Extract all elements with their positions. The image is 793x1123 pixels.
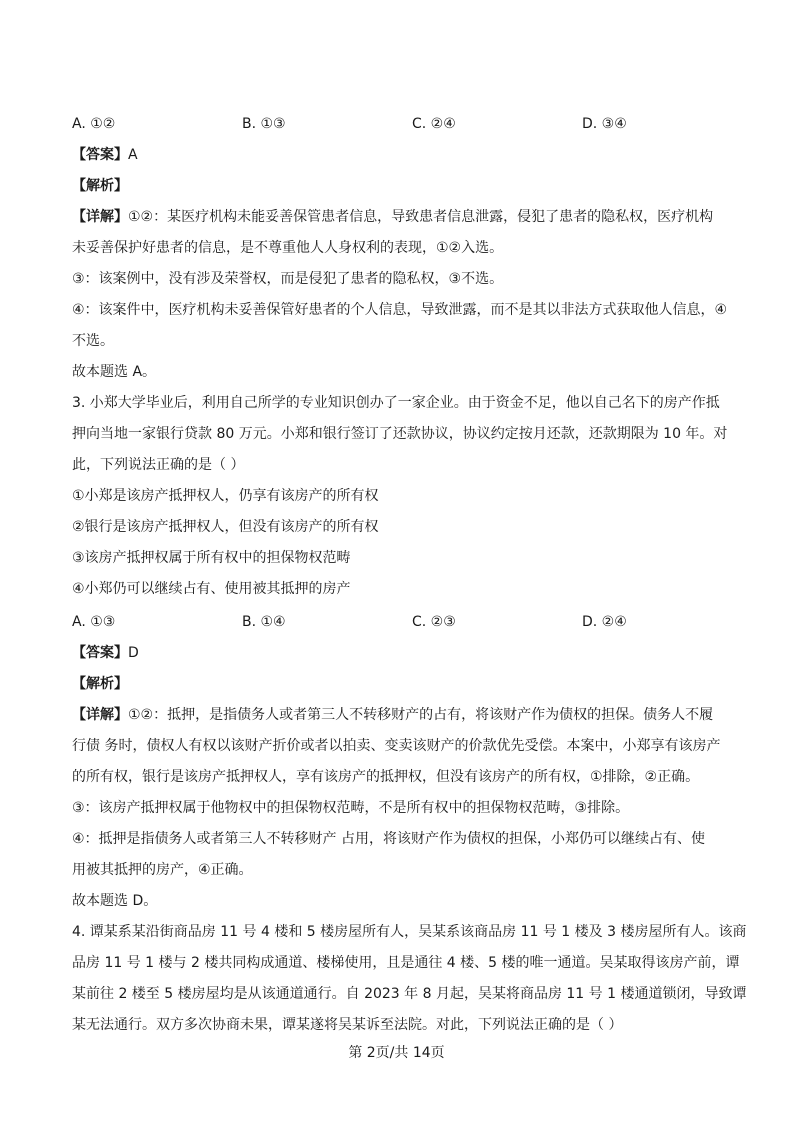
q2-answer bbox=[72, 145, 138, 165]
detail-label: 【详解】 bbox=[72, 209, 128, 225]
q3-statement: ④小郑仍可以继续占有、使用被其抵押的房产 bbox=[72, 581, 351, 597]
q4-stem-line: 品房 11 号 1 楼与 2 楼共同构成通道、楼梯使用，且是通往 4 楼、5 楼的唯一通道。吴某取得该房产前，谭 bbox=[72, 955, 740, 971]
q2-detail-line: ③：该案例中，没有涉及荣誉权，而是侵犯了患者的隐私权，③不选。 bbox=[72, 271, 504, 287]
q3-stem-line: 押向当地一家银行贷款 80 万元。小郑和银行签订了还款协议，协议约定按月还款，还款期限为 10 年。对 bbox=[72, 426, 728, 442]
detail-text: ①②：某医疗机构未能妥善保管患者信息，导致患者信息泄露，侵犯了患者的隐私权，医疗机构 bbox=[128, 209, 714, 225]
q3-statement: ③该房产抵押权属于所有权中的担保物权范畴 bbox=[72, 550, 351, 566]
q3-detail-line: 用被其抵押的房产，④正确。 bbox=[72, 862, 253, 878]
q3-stem-line: 此，下列说法正确的是（ ） bbox=[72, 457, 245, 473]
detail-label: 【详解】 bbox=[72, 707, 128, 723]
q2-detail-line bbox=[72, 207, 713, 227]
q4-stem-line: 4. 谭某系某沿街商品房 11 号 4 楼和 5 楼房屋所有人，吴某系该商品房 11 号 1 楼及 3 楼房屋所有人。该商 bbox=[72, 924, 747, 940]
q2-option-a: A. ①② bbox=[72, 116, 116, 132]
q3-statement: ①小郑是该房产抵押权人，仍享有该房产的所有权 bbox=[72, 488, 379, 504]
answer-label: 【答案】 bbox=[72, 147, 128, 163]
q2-detail-line: 未妥善保护好患者的信息，是不尊重他人人身权利的表现，①②入选。 bbox=[72, 240, 504, 256]
q3-detail-line bbox=[72, 705, 713, 725]
q2-conclusion: 故本题选 A。 bbox=[72, 364, 157, 380]
q3-conclusion: 故本题选 D。 bbox=[72, 893, 158, 909]
q3-statement: ②银行是该房产抵押权人，但没有该房产的所有权 bbox=[72, 519, 379, 535]
q3-option-b: B. ①④ bbox=[242, 614, 286, 630]
answer-value: D bbox=[128, 645, 139, 661]
q2-analysis-label: 【解析】 bbox=[72, 178, 128, 194]
q4-stem-line: 某前往 2 楼至 5 楼房屋均是从该通道通行。自 2023 年 8 月起，吴某将商品房 11 号 1 楼通道锁闭，导致谭 bbox=[72, 986, 747, 1002]
q3-option-c: C. ②③ bbox=[412, 614, 456, 630]
q4-stem-line: 某无法通行。双方多次协商未果，谭某遂将吴某诉至法院。对此，下列说法正确的是（ ） bbox=[72, 1017, 623, 1033]
q3-answer bbox=[72, 643, 139, 663]
q3-option-a: A. ①③ bbox=[72, 614, 116, 630]
q2-option-d: D. ③④ bbox=[582, 116, 627, 132]
q3-detail-line: ③：该房产抵押权属于他物权中的担保物权范畴，不是所有权中的担保物权范畴，③排除。 bbox=[72, 800, 630, 816]
q3-analysis-label: 【解析】 bbox=[72, 676, 128, 692]
q2-detail-line: 不选。 bbox=[72, 333, 114, 349]
q3-stem-line: 3. 小郑大学毕业后，利用自己所学的专业知识创办了一家企业。由于资金不足，他以自己名下的房产作抵 bbox=[72, 395, 720, 411]
q2-detail-line: ④：该案件中，医疗机构未妥善保管好患者的个人信息，导致泄露，而不是其以非法方式获取他人信息，④ bbox=[72, 302, 728, 318]
page-number: 第 2页/共 14页 bbox=[348, 1045, 445, 1061]
q3-detail-line: 的所有权，银行是该房产抵押权人，享有该房产的抵押权，但没有该房产的所有权，①排除，②正确。 bbox=[72, 769, 700, 785]
q2-option-c: C. ②④ bbox=[412, 116, 456, 132]
q3-detail-line: ④：抵押是指债务人或者第三人不转移财产 占用，将该财产作为债权的担保，小郑仍可以继续占有、使 bbox=[72, 831, 705, 847]
q2-option-b: B. ①③ bbox=[242, 116, 286, 132]
detail-text: ①②：抵押，是指债务人或者第三人不转移财产的占有，将该财产作为债权的担保。债务人不履 bbox=[128, 707, 714, 723]
q3-detail-line: 行债 务时，债权人有权以该财产折价或者以拍卖、变卖该财产的价款优先受偿。本案中，小郑享有该房产 bbox=[72, 738, 721, 754]
answer-value: A bbox=[128, 147, 138, 163]
q3-option-d: D. ②④ bbox=[582, 614, 627, 630]
answer-label: 【答案】 bbox=[72, 645, 128, 661]
